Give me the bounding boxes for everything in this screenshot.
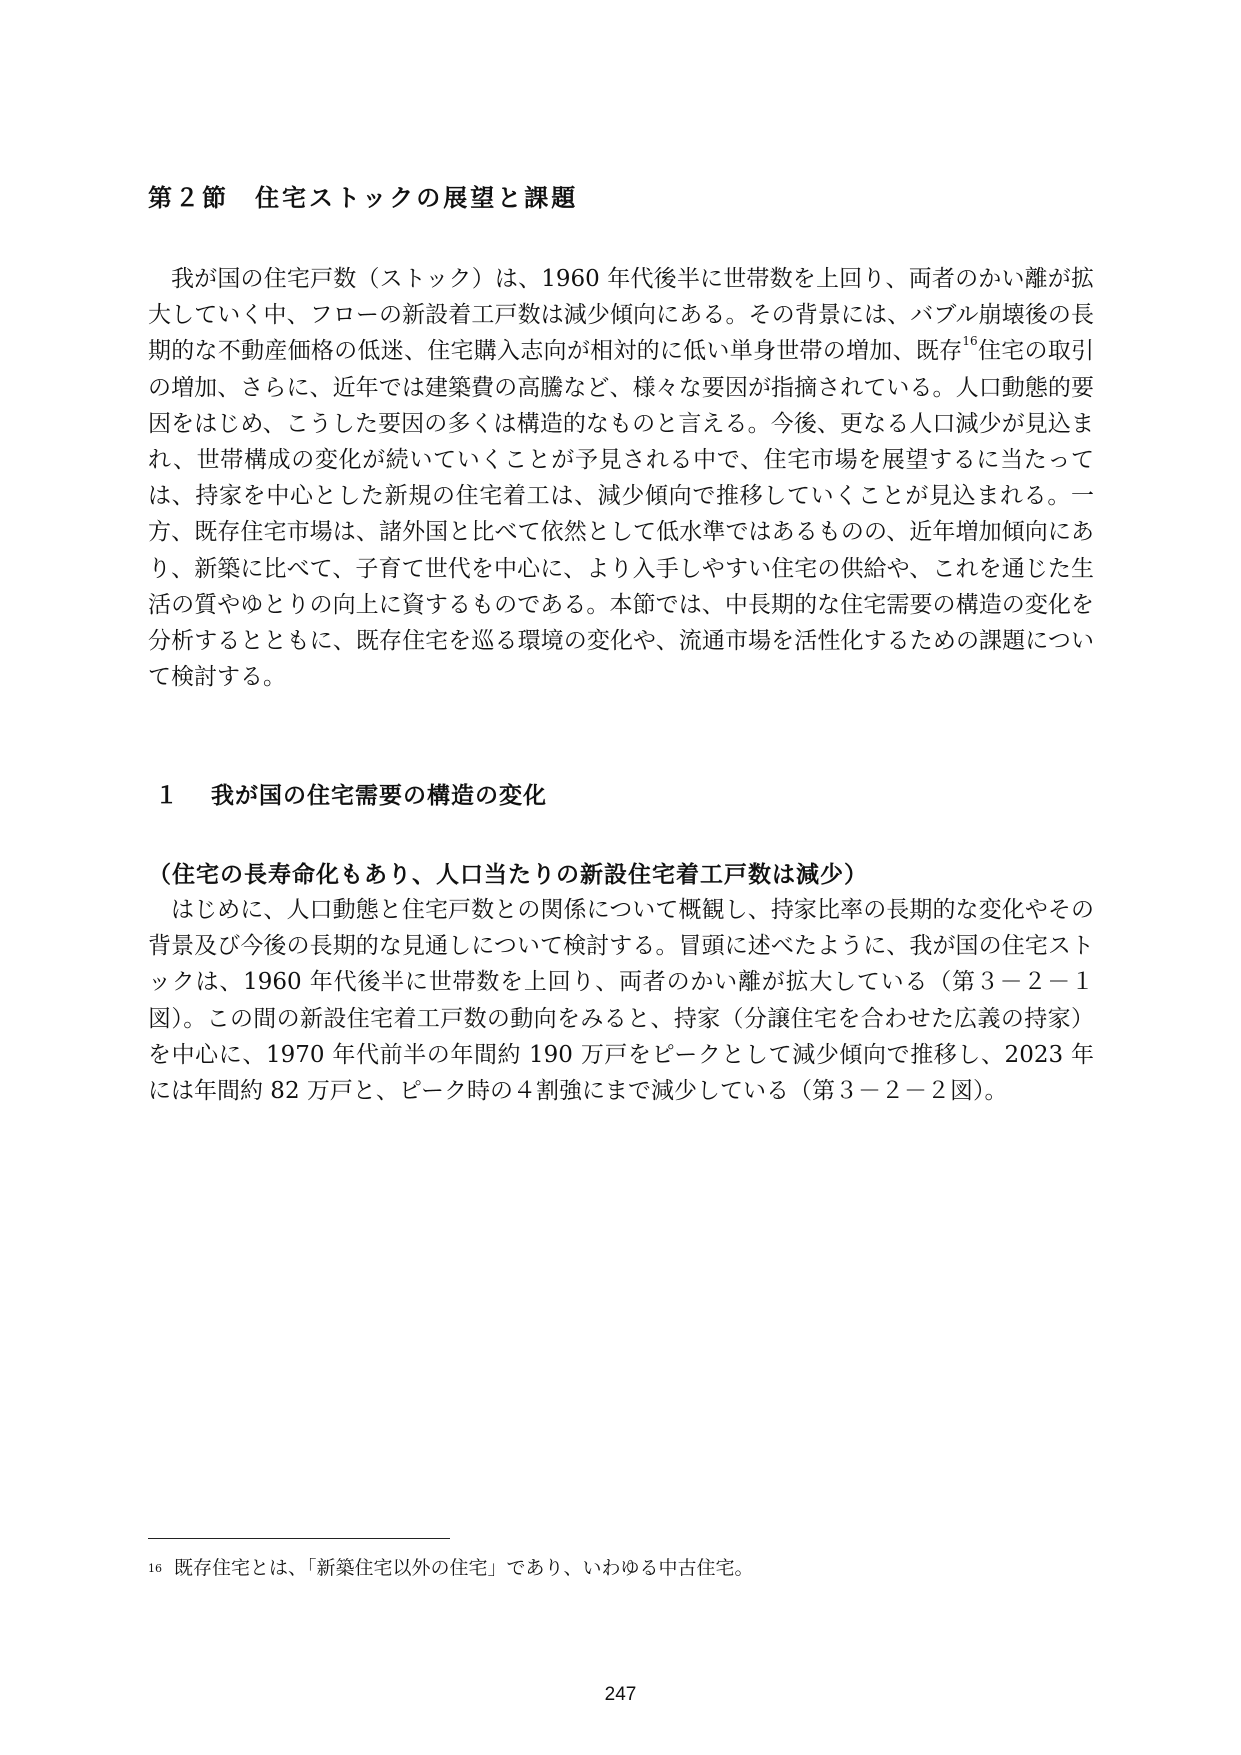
subsection-heading [155, 780, 547, 812]
footnote-reference[interactable]: 16 [962, 334, 978, 349]
paren-heading: （住宅の長寿命化もあり、人口当たりの新設住宅着工戸数は減少） [148, 862, 868, 888]
intro-paragraph [148, 261, 1094, 695]
subsection-number: １ [155, 783, 179, 809]
body-paragraph: はじめに、人口動態と住宅戸数との関係について概観し、持家比率の長期的な変化やその背景及び今後の長期的な見通しについて検討する。冒頭に述べたように、我が国の住宅ストックは、1960 年代後半に世帯数を上回り、両者のかい離が拡大している（第３－２－１図）。この間の新設住宅着工戸数の動向をみると、持家（分譲住宅を合わせた広義の持家）を中心に、1970 年代前半の年間約 190 万戸をピークとして減少傾向で推移し、2023 年には年間約 82 万戸と、ピーク時の４割強にまで減少している（第３－２－２図）。 [148, 897, 1094, 1105]
section-title: 住宅ストックの展望と課題 [255, 184, 579, 212]
section-number: 第２節 [148, 184, 229, 212]
intro-paragraph-part2: 住宅の取引の増加、さらに、近年では建築費の高騰など、様々な要因が指摘されている。人口動態的要因をはじめ、こうした要因の多くは構造的なものと言える。今後、更なる人口減少が見込まれ、世帯構成の変化が続いていくことが予見される中で、住宅市場を展望するに当たっては、持家を中心とした新規の住宅着工は、減少傾向で推移していくことが見込まれる。一方、既存住宅市場は、諸外国と比べて依然として低水準ではあるものの、近年増加傾向にあり、新築に比べて、子育て世代を中心に、より入手しやすい住宅の供給や、これを通じた生活の質やゆとりの向上に資するものである。本節では、中長期的な住宅需要の構造の変化を分析するとともに、既存住宅を巡る環境の変化や、流通市場を活性化するための課題について検討する。 [148, 338, 1095, 691]
section-heading [148, 182, 578, 214]
footnote [148, 1554, 754, 1582]
page-number: 247 [604, 1684, 637, 1705]
footnote-text: 既存住宅とは、「新築住宅以外の住宅」であり、いわゆる中古住宅。 [174, 1557, 754, 1579]
intro-paragraph-part1: 我が国の住宅戸数（ストック）は、1960 年代後半に世帯数を上回り、両者のかい離が拡大していく中、フローの新設着工戸数は減少傾向にある。その背景には、バブル崩壊後の長期的な不動産価格の低迷、住宅購入志向が相対的に低い単身世帯の増加、既存 [148, 266, 1094, 365]
footnote-divider [148, 1538, 450, 1539]
footnote-number: 16 [148, 1562, 162, 1575]
subsection-title: 我が国の住宅需要の構造の変化 [211, 783, 547, 809]
